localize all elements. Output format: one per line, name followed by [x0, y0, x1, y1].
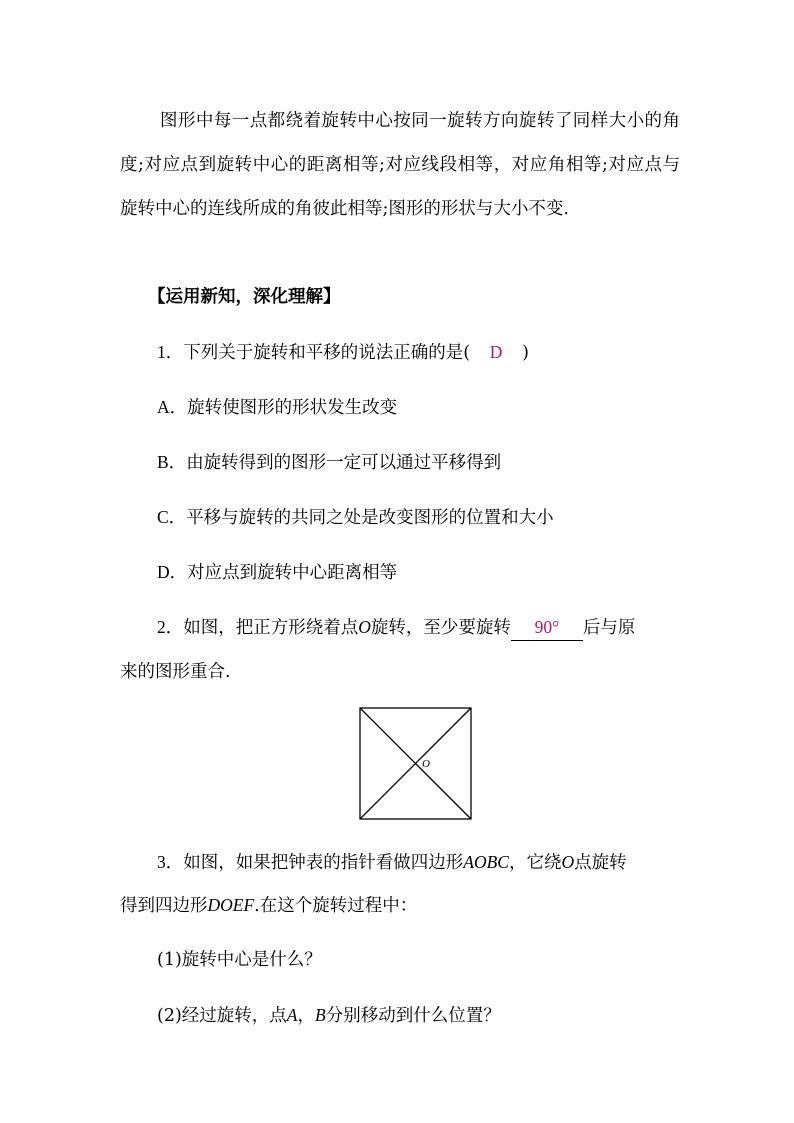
- q1-option-b-label: B．: [157, 452, 187, 472]
- q1-option-c-text: 平移与旋转的共同之处是改变图形的位置和大小: [186, 508, 554, 528]
- q1-option-c-label: C．: [157, 507, 187, 527]
- q3-quad1: AOBC: [463, 852, 509, 872]
- q1-option-c: [157, 505, 554, 530]
- q1-option-a: [157, 395, 397, 420]
- q3-text-b: ，它绕: [508, 853, 562, 873]
- q1-stem-suffix: ): [522, 343, 529, 363]
- q3-point-a: A: [286, 1005, 298, 1025]
- q1-option-a-label: A．: [157, 397, 188, 417]
- intro-paragraph: 图形中每一点都绕着旋转中心按同一旋转方向旋转了同样大小的角度;对应点到旋转中心的距离相等;对应线段相等，对应角相等;对应点与旋转中心的连线所成的角彼此相等;图形的形状与大小不变.: [120, 111, 680, 219]
- q3-sub2: [157, 1003, 501, 1028]
- q1-option-d: [157, 560, 397, 585]
- q3-point: O: [561, 852, 575, 872]
- q1-stem: [157, 340, 529, 365]
- q3-sub2-a: (2)经过旋转，点: [157, 1006, 287, 1026]
- square-figure: [358, 706, 474, 822]
- q1-answer: D: [489, 342, 503, 362]
- q3-number: 3．: [157, 852, 184, 872]
- q3-sub2-c: 分别移动到什么位置？: [325, 1006, 501, 1026]
- q2-point: O: [358, 617, 371, 637]
- q3-point-b: B: [315, 1005, 326, 1025]
- q1-option-b-text: 由旋转得到的图形一定可以通过平移得到: [186, 453, 502, 473]
- q1-option-a-text: 旋转使图形的形状发生改变: [187, 398, 398, 418]
- center-label-o: O: [422, 758, 430, 770]
- q3-quad2: DOEF: [207, 895, 255, 915]
- q2-answer: 90°: [534, 617, 560, 637]
- q3-line-2: [120, 893, 417, 918]
- q3-line-1: [157, 850, 627, 875]
- q2-text-c: 后与原: [582, 618, 636, 638]
- q1-number: 1．: [157, 342, 184, 362]
- q1-option-d-text: 对应点到旋转中心距离相等: [187, 563, 398, 583]
- q1-stem-prefix: 下列关于旋转和平移的说法正确的是(: [183, 343, 471, 363]
- q3-text-a: 如图，如果把钟表的指针看做四边形: [183, 853, 464, 873]
- q3-text-e: .在这个旋转过程中：: [254, 896, 418, 916]
- q2-line-1: [157, 615, 635, 641]
- q2-number: 2．: [157, 617, 184, 637]
- section-heading: 【运用新知，深化理解】: [148, 287, 341, 307]
- q3-sub1: (1)旋转中心是什么？: [157, 950, 322, 970]
- q2-text-a: 如图，把正方形绕着点: [183, 618, 359, 638]
- q3-text-c: 点旋转: [574, 853, 627, 873]
- q1-option-b: [157, 450, 501, 475]
- q1-option-d-label: D．: [157, 562, 188, 582]
- q3-sub2-b: ，: [297, 1006, 315, 1026]
- q2-text-b: 旋转，至少要旋转: [370, 618, 511, 638]
- q2-line-2: 来的图形重合.: [120, 662, 231, 682]
- q3-text-d: 得到四边形: [120, 896, 208, 916]
